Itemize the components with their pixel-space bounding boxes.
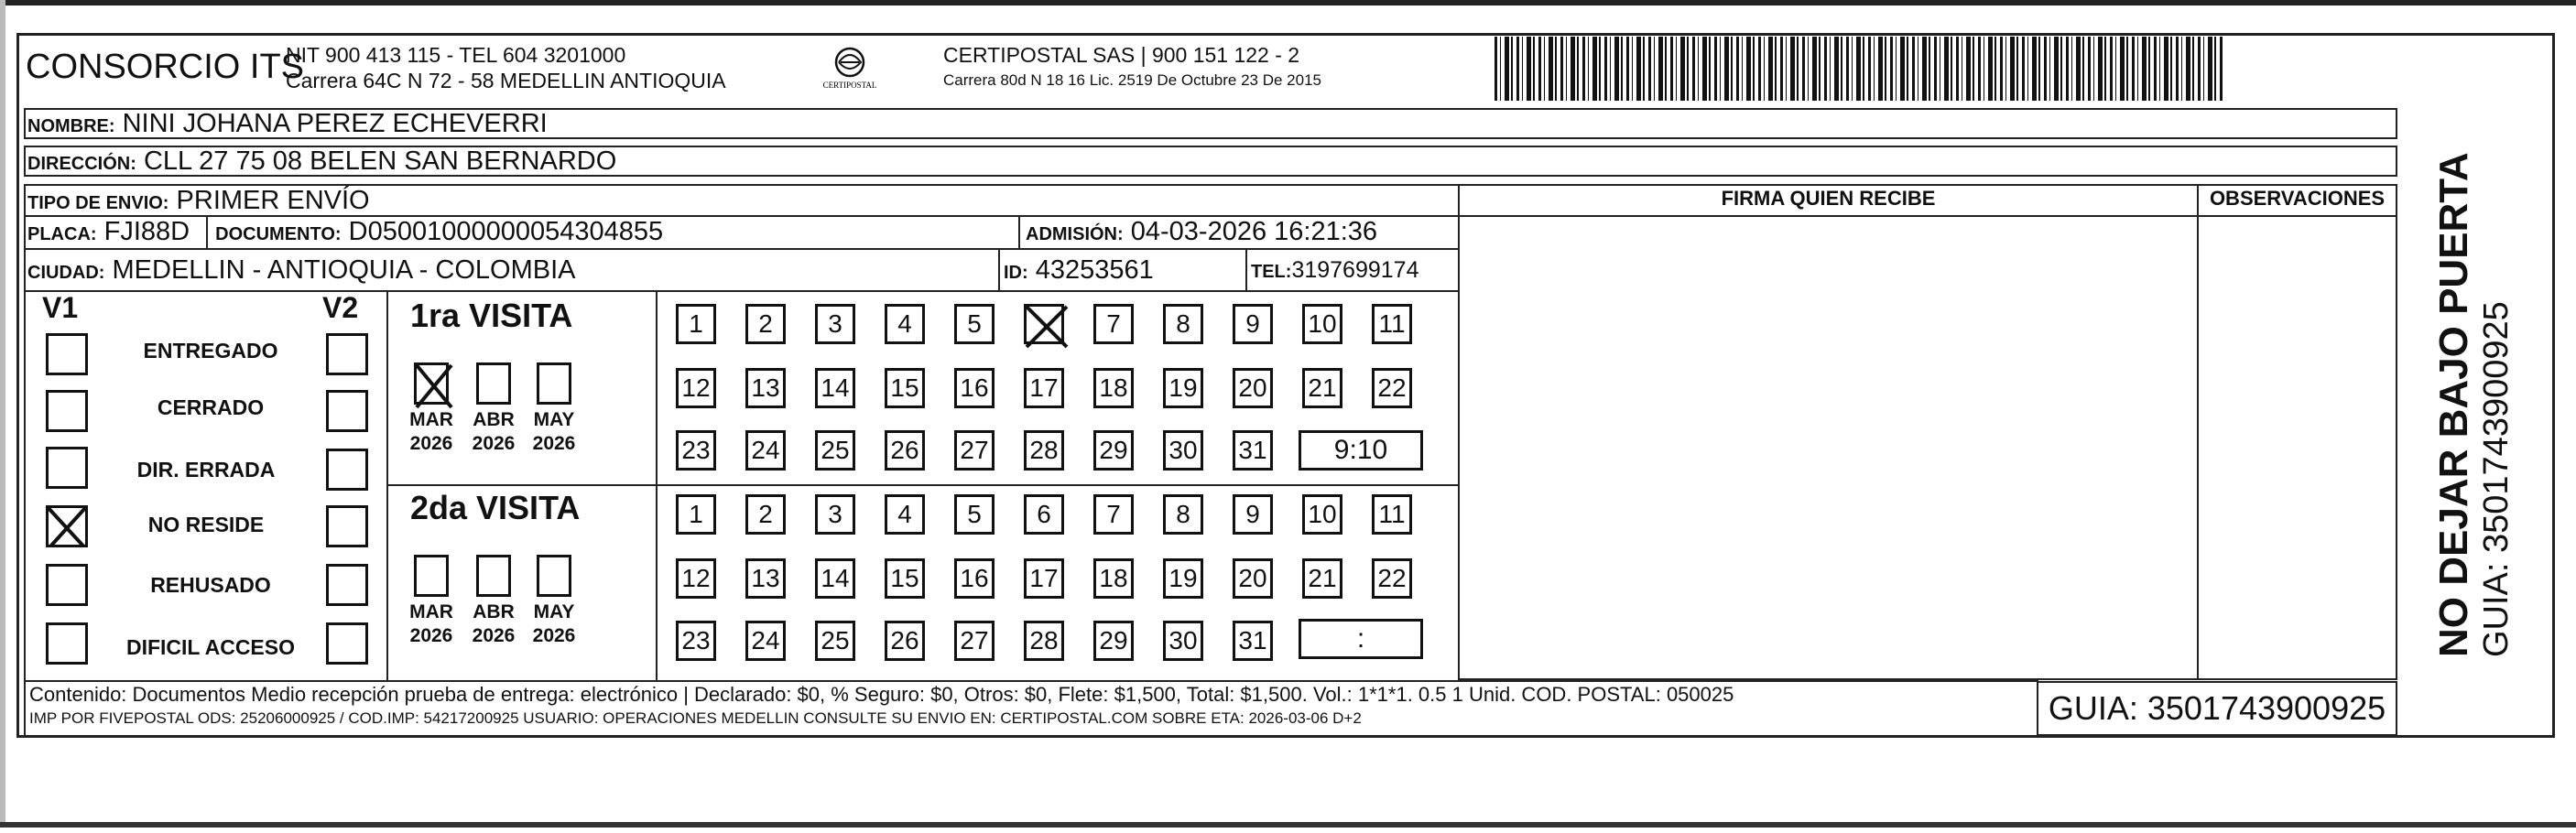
type-label: TIPO DE ENVIO: bbox=[27, 193, 169, 213]
visit1-day-box[interactable]: 14 bbox=[815, 368, 855, 408]
visit1-day-box[interactable]: 12 bbox=[676, 368, 716, 408]
signature-area[interactable] bbox=[1458, 215, 2199, 680]
side-text bbox=[2431, 152, 2516, 657]
v1-cerrado-checkbox[interactable] bbox=[46, 390, 88, 432]
city-value: MEDELLIN - ANTIOQUIA - COLOMBIA bbox=[112, 255, 576, 285]
visit1-day-box[interactable]: 31 bbox=[1233, 430, 1273, 471]
company-name: CONSORCIO ITS bbox=[26, 48, 305, 86]
visit1-month-label: ABR bbox=[473, 409, 515, 430]
signature-header: FIRMA QUIEN RECIBE bbox=[1458, 184, 2199, 217]
address-label: DIRECCIÓN: bbox=[27, 154, 136, 174]
visit2-month-may-checkbox[interactable] bbox=[537, 555, 571, 597]
visit2-day-box[interactable]: 9 bbox=[1233, 494, 1273, 535]
visit2-day-box[interactable]: 1 bbox=[676, 494, 716, 535]
visit2-day-box[interactable]: 19 bbox=[1163, 558, 1203, 599]
recipient-name: NINI JOHANA PEREZ ECHEVERRI bbox=[122, 109, 548, 138]
guia-number: GUIA: 3501743900925 bbox=[2037, 681, 2397, 736]
visit2-year-label: 2026 bbox=[472, 625, 516, 646]
no-dejar-bajo-puerta: NO DEJAR BAJO PUERTA bbox=[2431, 152, 2476, 657]
v1-rehusado-checkbox[interactable] bbox=[46, 564, 88, 606]
visit2-time[interactable]: : bbox=[1299, 619, 1423, 659]
visit1-year-label: 2026 bbox=[409, 433, 453, 454]
admission-cell bbox=[1018, 215, 1460, 250]
document-value: D05001000000054304855 bbox=[348, 217, 664, 246]
visit2-day-box[interactable]: 26 bbox=[885, 621, 925, 661]
footer-content: Contenido: Documentos Medio recepción prueba de entrega: electrónico | Declarado: $0, % Seguro: $0, Otros: $0, Flete: $1,500, Total: $1,500. Vol.: 1*1*1. 0.5 1 Unid. COD. POSTAL: 050025 bbox=[29, 683, 1734, 706]
id-label: ID: bbox=[1004, 263, 1028, 283]
v2-dificil-acceso-checkbox[interactable] bbox=[326, 622, 368, 665]
observations-area[interactable] bbox=[2197, 215, 2397, 680]
visit2-day-box[interactable]: 23 bbox=[676, 621, 716, 661]
visit1-day-box[interactable]: 29 bbox=[1093, 430, 1134, 471]
v2-entregado-checkbox[interactable] bbox=[326, 333, 368, 375]
visit2-day-box[interactable]: 21 bbox=[1302, 558, 1342, 599]
visit2-month-label: ABR bbox=[473, 601, 515, 622]
visit2-day-box[interactable]: 15 bbox=[885, 558, 925, 599]
document-label: DOCUMENTO: bbox=[215, 224, 342, 244]
visit2-day-box[interactable]: 31 bbox=[1233, 621, 1273, 661]
visit2-day-box[interactable]: 3 bbox=[815, 494, 855, 535]
visit1-month-label: MAY bbox=[533, 409, 575, 430]
visit1-month-label: MAR bbox=[409, 409, 453, 430]
visit2-day-box[interactable]: 13 bbox=[745, 558, 786, 599]
tel-cell bbox=[1245, 248, 1460, 292]
visit2-month-abr-checkbox[interactable] bbox=[476, 555, 511, 597]
visit2-day-box[interactable]: 16 bbox=[954, 558, 995, 599]
visit1-day-box[interactable]: 25 bbox=[815, 430, 855, 471]
visit1-day-box[interactable]: 28 bbox=[1024, 430, 1064, 471]
visit2-month-label: MAR bbox=[409, 601, 453, 622]
check-x-icon bbox=[43, 503, 85, 545]
visit-divider bbox=[656, 290, 658, 682]
type-row bbox=[24, 184, 1460, 217]
admission-label: ADMISIÓN: bbox=[1026, 224, 1124, 244]
visit1-time[interactable]: 9:10 bbox=[1299, 430, 1423, 471]
v2-cerrado-checkbox[interactable] bbox=[326, 390, 368, 432]
id-cell bbox=[998, 248, 1247, 292]
v1-entregado-checkbox[interactable] bbox=[46, 333, 88, 375]
visit1-day-box[interactable]: 2 bbox=[745, 304, 786, 344]
v2-rehusado-checkbox[interactable] bbox=[326, 564, 368, 606]
visit1-month-abr-checkbox[interactable] bbox=[476, 362, 511, 405]
check-x-icon bbox=[1023, 303, 1071, 351]
v1-dir-errada-checkbox[interactable] bbox=[46, 447, 88, 489]
company-info bbox=[286, 42, 726, 93]
check-x-icon bbox=[413, 362, 455, 411]
visit1-day-box[interactable]: 3 bbox=[815, 304, 855, 344]
visit1-day-box[interactable]: 13 bbox=[745, 368, 786, 408]
visit1-month-mar-checkbox[interactable] bbox=[414, 362, 449, 405]
visit1-day-box[interactable]: 19 bbox=[1163, 368, 1203, 408]
visit1-day-box[interactable]: 22 bbox=[1372, 368, 1412, 408]
visit2-day-box[interactable]: 20 bbox=[1233, 558, 1273, 599]
left-fold-shadow bbox=[0, 0, 5, 824]
visit1-month-may-checkbox[interactable] bbox=[537, 362, 571, 405]
status-entregado: ENTREGADO bbox=[143, 339, 278, 362]
city-label: CIUDAD: bbox=[27, 263, 105, 283]
v2-no-reside-checkbox[interactable] bbox=[326, 505, 368, 547]
v1-label: V1 bbox=[42, 291, 79, 324]
visit2-day-box[interactable]: 24 bbox=[745, 621, 786, 661]
visit2-year-label: 2026 bbox=[532, 625, 576, 646]
status-cerrado: CERRADO bbox=[157, 395, 265, 419]
visit1-year-label: 2026 bbox=[532, 433, 576, 454]
visit2-month-mar-checkbox[interactable] bbox=[414, 555, 449, 597]
visit1-year-label: 2026 bbox=[472, 433, 516, 454]
visit2-day-box[interactable]: 6 bbox=[1024, 494, 1064, 535]
visit1-day-box[interactable]: 30 bbox=[1163, 430, 1203, 471]
visit2-day-box[interactable]: 11 bbox=[1372, 494, 1412, 535]
visit2-day-box[interactable]: 28 bbox=[1024, 621, 1064, 661]
visit2-day-box[interactable]: 22 bbox=[1372, 558, 1412, 599]
carrier-address: Carrera 80d N 18 16 Lic. 2519 De Octubre 23 De 2015 bbox=[943, 71, 1321, 89]
certipostal-logo-icon bbox=[821, 40, 879, 99]
company-address: Carrera 64C N 72 - 58 MEDELLIN ANTIOQUIA bbox=[286, 69, 726, 92]
v2-label: V2 bbox=[322, 291, 359, 324]
visit2-title: 2da VISITA bbox=[410, 489, 581, 526]
visit1-day-box[interactable]: 16 bbox=[954, 368, 995, 408]
visit2-day-box[interactable]: 29 bbox=[1093, 621, 1134, 661]
tel-label: TEL: bbox=[1251, 262, 1292, 282]
visit2-day-box[interactable]: 18 bbox=[1093, 558, 1134, 599]
visit2-day-box[interactable]: 17 bbox=[1024, 558, 1064, 599]
visit1-day-box[interactable]: 24 bbox=[745, 430, 786, 471]
visit2-day-box[interactable]: 5 bbox=[954, 494, 995, 535]
visit1-day-box[interactable]: 7 bbox=[1093, 304, 1134, 344]
name-row bbox=[24, 108, 2397, 139]
recipient-address: CLL 27 75 08 BELEN SAN BERNARDO bbox=[143, 146, 617, 176]
carrier-name: CERTIPOSTAL SAS | 900 151 122 - 2 bbox=[943, 43, 1300, 67]
visit1-day-box[interactable]: 26 bbox=[885, 430, 925, 471]
admission-value: 04-03-2026 16:21:36 bbox=[1130, 217, 1378, 246]
id-value: 43253561 bbox=[1035, 255, 1154, 285]
address-row bbox=[24, 146, 2397, 177]
visit1-day-box[interactable] bbox=[1024, 304, 1064, 344]
visit1-day-box[interactable]: 8 bbox=[1163, 304, 1203, 344]
visit2-day-box[interactable]: 8 bbox=[1163, 494, 1203, 535]
plate-label: PLACA: bbox=[27, 224, 97, 244]
visit1-day-box[interactable]: 17 bbox=[1024, 368, 1064, 408]
visit2-day-box[interactable]: 4 bbox=[885, 494, 925, 535]
bottom-border bbox=[0, 822, 2576, 828]
visit1-day-box[interactable]: 21 bbox=[1302, 368, 1342, 408]
carrier-info bbox=[943, 42, 1321, 93]
visit1-day-box[interactable]: 4 bbox=[885, 304, 925, 344]
plate-value: FJI88D bbox=[103, 217, 190, 246]
tel-value: 3197699174 bbox=[1291, 257, 1419, 283]
visit1-day-box[interactable]: 27 bbox=[954, 430, 995, 471]
visit2-day-box[interactable]: 25 bbox=[815, 621, 855, 661]
visit2-day-box[interactable]: 2 bbox=[745, 494, 786, 535]
barcode bbox=[1495, 37, 2223, 101]
top-border bbox=[0, 0, 2576, 5]
visit2-day-box[interactable]: 27 bbox=[954, 621, 995, 661]
visit1-day-box[interactable]: 10 bbox=[1302, 304, 1342, 344]
status-dir-errada: DIR. ERRADA bbox=[136, 458, 276, 481]
visit1-day-box[interactable]: 11 bbox=[1372, 304, 1412, 344]
observations-header: OBSERVACIONES bbox=[2197, 184, 2397, 217]
visit1-day-box[interactable]: 20 bbox=[1233, 368, 1273, 408]
visit1-day-box[interactable]: 23 bbox=[676, 430, 716, 471]
visit2-day-box[interactable]: 14 bbox=[815, 558, 855, 599]
side-guia: GUIA: 3501743900925 bbox=[2477, 301, 2516, 657]
visit2-day-box[interactable]: 10 bbox=[1302, 494, 1342, 535]
status-rehusado: REHUSADO bbox=[150, 573, 271, 597]
v2-dir-errada-checkbox[interactable] bbox=[326, 449, 368, 491]
v1-dificil-acceso-checkbox[interactable] bbox=[46, 622, 88, 665]
company-nit: NIT 900 413 115 - TEL 604 3201000 bbox=[286, 43, 626, 67]
status-no-reside: NO RESIDE bbox=[147, 513, 265, 536]
visit1-day-box[interactable]: 9 bbox=[1233, 304, 1273, 344]
visit2-day-box[interactable]: 12 bbox=[676, 558, 716, 599]
visit2-year-label: 2026 bbox=[409, 625, 453, 646]
visit1-title: 1ra VISITA bbox=[410, 297, 573, 334]
visit1-day-box[interactable]: 1 bbox=[676, 304, 716, 344]
visit1-day-box[interactable]: 15 bbox=[885, 368, 925, 408]
visit1-day-box[interactable]: 5 bbox=[954, 304, 995, 344]
status-dificil-acceso: DIFICIL ACCESO bbox=[125, 635, 295, 659]
v1-no-reside-checkbox[interactable] bbox=[46, 505, 88, 547]
shipment-type: PRIMER ENVÍO bbox=[176, 186, 370, 215]
visit1-day-box[interactable]: 18 bbox=[1093, 368, 1134, 408]
footer-print-info: IMP POR FIVEPOSTAL ODS: 25206000925 / COD.IMP: 54217200925 USUARIO: OPERACIONES MEDELLIN CONSULTE SU ENVIO EN: CERTIPOSTAL.COM SOBRE ETA: 2026-03-06 D+2 bbox=[29, 709, 1362, 727]
visit2-day-box[interactable]: 7 bbox=[1093, 494, 1134, 535]
name-label: NOMBRE: bbox=[27, 116, 115, 136]
visit2-month-label: MAY bbox=[533, 601, 575, 622]
visit2-day-box[interactable]: 30 bbox=[1163, 621, 1203, 661]
logo-text: CERTIPOSTAL bbox=[822, 81, 877, 90]
